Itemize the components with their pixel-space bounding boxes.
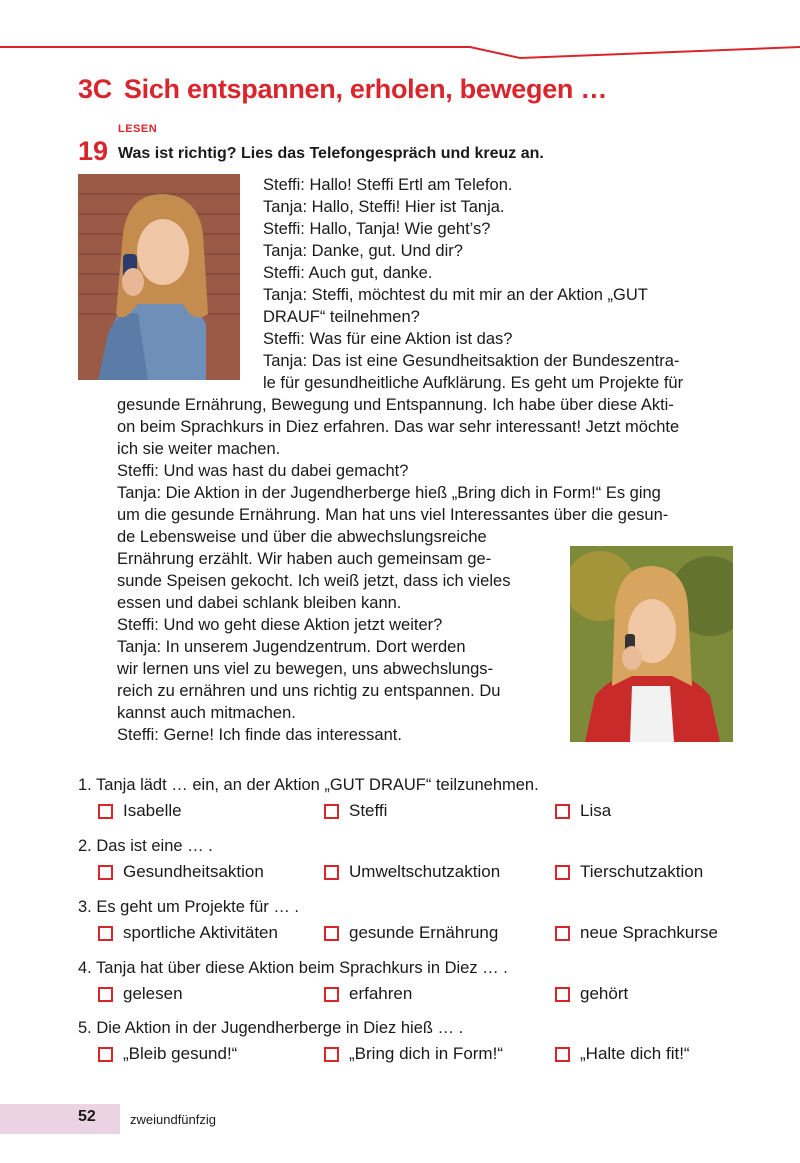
dialogue-line: Tanja: Steffi, möchtest du mit mir an der Aktion „GUT	[263, 286, 648, 304]
dialogue-line: Tanja: Danke, gut. Und dir?	[263, 242, 463, 260]
option-label: Gesundheitsaktion	[123, 862, 264, 881]
option-label: „Bleib gesund!“	[123, 1044, 238, 1063]
option-1a[interactable]	[98, 801, 182, 821]
dialogue-line: ich sie weiter machen.	[117, 440, 281, 458]
checkbox[interactable]	[555, 987, 570, 1002]
option-label: erfahren	[349, 984, 413, 1003]
dialogue-line: reich zu ernähren und uns richtig zu entspannen. Du	[117, 682, 501, 700]
section-heading: Sich entspannen, erholen, bewegen …	[123, 74, 608, 104]
dialogue-line: Steffi: Hallo, Tanja! Wie geht’s?	[263, 220, 491, 238]
dialogue-line: Steffi: Und wo geht diese Aktion jetzt weiter?	[117, 616, 443, 634]
option-3b[interactable]	[324, 923, 498, 943]
option-3a[interactable]	[98, 923, 278, 943]
option-label: „Bring dich in Form!“	[349, 1044, 503, 1063]
page-number-words: zweiundfünfzig	[130, 1112, 216, 1127]
checkbox[interactable]	[555, 865, 570, 880]
dialogue-line: Steffi: Und was hast du dabei gemacht?	[117, 462, 409, 480]
section-title	[78, 74, 607, 105]
dialogue-line: Tanja: In unserem Jugendzentrum. Dort werden	[117, 638, 466, 656]
checkbox[interactable]	[324, 804, 339, 819]
section-number: 3C	[78, 74, 112, 104]
checkbox[interactable]	[98, 987, 113, 1002]
option-1c[interactable]	[555, 801, 611, 821]
checkbox[interactable]	[555, 926, 570, 941]
dialogue-line: Tanja: Das ist eine Gesundheitsaktion der Bundeszentra-	[263, 352, 680, 370]
option-label: gelesen	[123, 984, 183, 1003]
option-4a[interactable]	[98, 984, 183, 1004]
option-2a[interactable]	[98, 862, 264, 882]
dialogue-line: sunde Speisen gekocht. Ich weiß jetzt, dass ich vieles	[117, 572, 511, 590]
question-5: 5. Die Aktion in der Jugendherberge in Diez hieß … .	[78, 1019, 464, 1037]
photo-steffi	[78, 174, 240, 380]
dialogue-line: gesunde Ernährung, Bewegung und Entspannung. Ich habe über diese Akti-	[117, 396, 674, 414]
option-label: Isabelle	[123, 801, 182, 820]
option-label: Tierschutzaktion	[580, 862, 704, 881]
dialogue-line: le für gesundheitliche Aufklärung. Es geht um Projekte für	[263, 374, 684, 392]
footer-band	[0, 1104, 120, 1134]
dialogue-line: um die gesunde Ernährung. Man hat uns viel Interessantes über die gesun-	[117, 506, 669, 524]
option-5c[interactable]	[555, 1044, 690, 1064]
option-label: Umweltschutzaktion	[349, 862, 501, 881]
option-label: gehört	[580, 984, 629, 1003]
option-label: Lisa	[580, 801, 612, 820]
dialogue-line: de Lebensweise und über die abwechslungsreiche	[117, 528, 487, 546]
dialogue-line: Ernährung erzählt. Wir haben auch gemeinsam ge-	[117, 550, 492, 568]
dialogue-line: on beim Sprachkurs in Diez erfahren. Das war sehr interessant! Jetzt möchte	[117, 418, 680, 436]
option-label: „Halte dich fit!“	[580, 1044, 690, 1063]
checkbox[interactable]	[555, 1047, 570, 1062]
photo-tanja	[570, 546, 733, 742]
option-3c[interactable]	[555, 923, 718, 943]
question-1: 1. Tanja lädt … ein, an der Aktion „GUT DRAUF“ teilzunehmen.	[78, 776, 539, 794]
dialogue-line: kannst auch mitmachen.	[117, 704, 296, 722]
dialogue-line: Steffi: Gerne! Ich finde das interessant.	[117, 726, 402, 744]
checkbox[interactable]	[324, 865, 339, 880]
question-2: 2. Das ist eine … .	[78, 837, 213, 855]
header-rule	[0, 0, 800, 60]
checkbox[interactable]	[98, 804, 113, 819]
checkbox[interactable]	[98, 865, 113, 880]
checkbox[interactable]	[324, 1047, 339, 1062]
dialogue-line: DRAUF“ teilnehmen?	[263, 308, 420, 326]
dialogue-line: Steffi: Hallo! Steffi Ertl am Telefon.	[263, 176, 513, 194]
checkbox[interactable]	[324, 926, 339, 941]
task-number: 19	[78, 136, 109, 166]
dialogue-line: wir lernen uns viel zu bewegen, uns abwechslungs-	[117, 660, 494, 678]
question-4: 4. Tanja hat über diese Aktion beim Sprachkurs in Diez … .	[78, 959, 508, 977]
option-label: Steffi	[349, 801, 388, 820]
question-3: 3. Es geht um Projekte für … .	[78, 898, 300, 916]
skill-label: LESEN	[118, 123, 158, 135]
option-4c[interactable]	[555, 984, 628, 1004]
option-5a[interactable]	[98, 1044, 237, 1064]
checkbox[interactable]	[98, 1047, 113, 1062]
task-instruction: Was ist richtig? Lies das Telefongespräch und kreuz an.	[118, 145, 544, 162]
option-2c[interactable]	[555, 862, 703, 882]
option-5b[interactable]	[324, 1044, 503, 1064]
option-4b[interactable]	[324, 984, 412, 1004]
dialogue-line: Tanja: Hallo, Steffi! Hier ist Tanja.	[263, 198, 505, 216]
checkbox[interactable]	[555, 804, 570, 819]
option-2b[interactable]	[324, 862, 500, 882]
dialogue-line: Steffi: Was für eine Aktion ist das?	[263, 330, 513, 348]
dialogue-line: Tanja: Die Aktion in der Jugendherberge hieß „Bring dich in Form!“ Es ging	[117, 484, 661, 502]
option-label: neue Sprachkurse	[580, 923, 718, 942]
dialogue-line: Steffi: Auch gut, danke.	[263, 264, 433, 282]
checkbox[interactable]	[98, 926, 113, 941]
option-label: sportliche Aktivitäten	[123, 923, 278, 942]
option-label: gesunde Ernährung	[349, 923, 499, 942]
checkbox[interactable]	[324, 987, 339, 1002]
option-1b[interactable]	[324, 801, 387, 821]
page-number: 52	[78, 1108, 96, 1125]
dialogue-line: essen und dabei schlank bleiben kann.	[117, 594, 402, 612]
